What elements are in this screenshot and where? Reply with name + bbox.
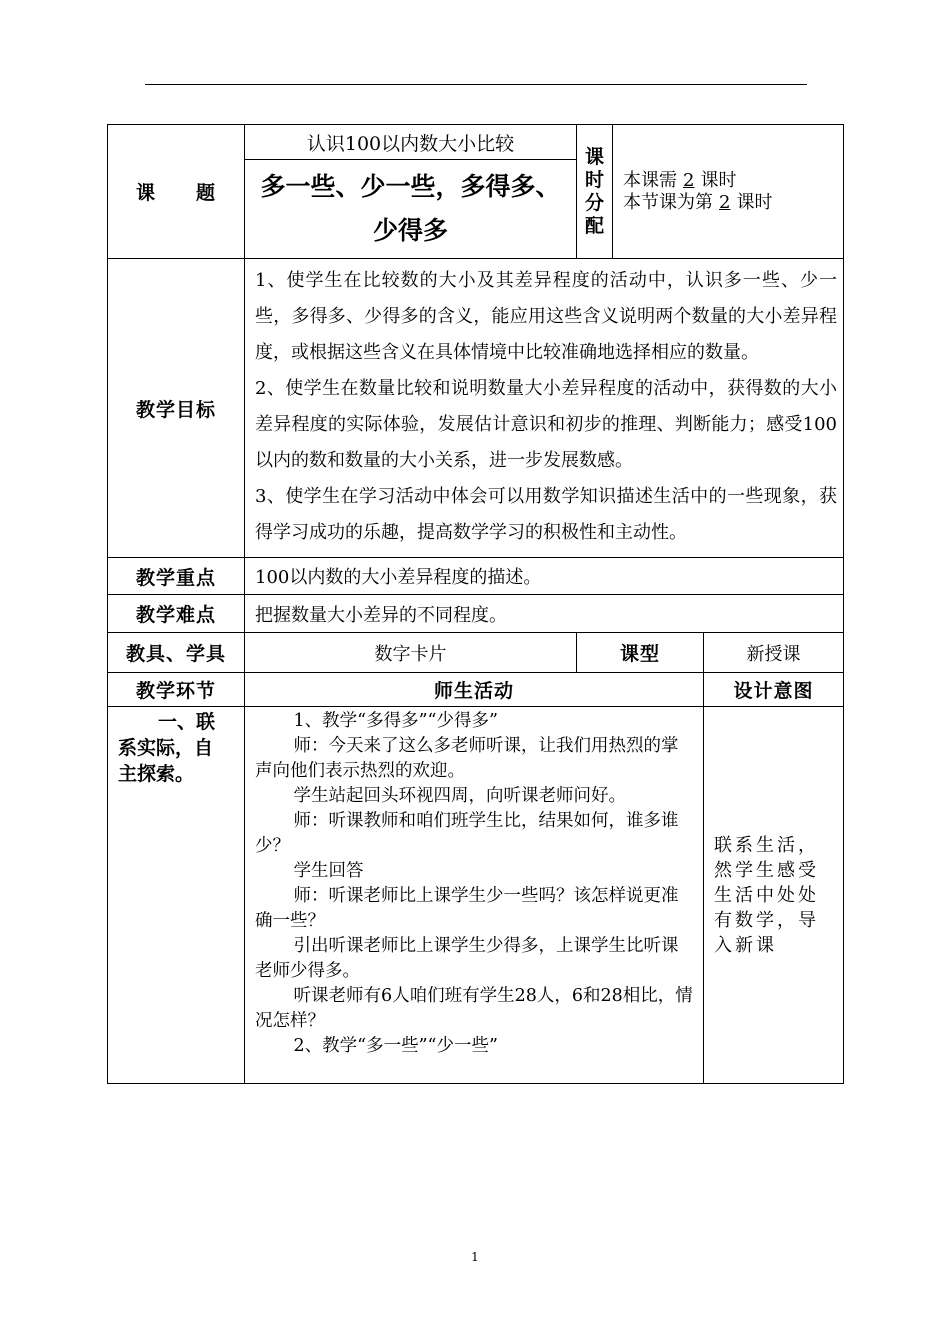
topic-subtitle: 认识100以内数大小比较 xyxy=(245,125,577,160)
current-period-value: 2 xyxy=(719,191,731,213)
current-period: 本节课为第 2 课时 xyxy=(623,191,773,213)
section-row xyxy=(108,707,844,1084)
lesson-plan-table xyxy=(107,124,844,1084)
key-point-row xyxy=(108,558,844,595)
difficulty-row xyxy=(108,595,844,633)
key-point-text: 100以内数的大小差异程度的描述。 xyxy=(245,558,844,595)
activity-text: 1、教学“多得多”“少得多” 师：今天来了这么多老师听课，让我们用热烈的掌声向他们表示热烈的欢迎。 学生站起回头环视四周，向听课老师问好。 师：听课教师和咱们班学生比，结果如何，谁多谁少？ 学生回答 师：听课老师比上课学生少一些吗？该怎样说更准确一些？ 引出听课老师比上课学生少得多，上课学生比听课老师少得多。 听课老师有6人咱们班有学生28人，6和28相比，情况怎样？ 2、教学“多一些”“少一些” xyxy=(245,707,704,1084)
period-allocation xyxy=(613,125,844,259)
stage-header: 教学环节 xyxy=(108,673,245,707)
lesson-type-label: 课型 xyxy=(577,633,704,673)
header-rule xyxy=(145,84,807,85)
goals-text xyxy=(245,259,844,558)
intent-header: 设计意图 xyxy=(704,673,844,707)
page-number: 1 xyxy=(471,1250,479,1264)
section-header-row xyxy=(108,673,844,707)
lesson-type-value: 新授课 xyxy=(704,633,844,673)
goals-row xyxy=(108,259,844,558)
stage-name: 一、联 系实际，自 主探索。 xyxy=(108,707,245,1084)
period-allocation-label: 课 时 分 配 xyxy=(577,125,613,259)
design-intent-text: 联系生活，然学生感受生活中处处有数学，导入新课 xyxy=(704,707,844,1084)
topic-row xyxy=(108,125,844,160)
topic-label: 课 题 xyxy=(108,125,245,259)
tools-label: 教具、学具 xyxy=(108,633,245,673)
key-point-label: 教学重点 xyxy=(108,558,245,595)
difficulty-label: 教学难点 xyxy=(108,595,245,633)
goal-item: 2、使学生在数量比较和说明数量大小差异程度的活动中，获得数的大小差异程度的实际体验，发展估计意识和初步的推理、判断能力；感受100以内的数和数量的大小关系，进一步发展数感。 xyxy=(255,378,838,471)
goals-label: 教学目标 xyxy=(108,259,245,558)
tools-row xyxy=(108,633,844,673)
tools-value: 数字卡片 xyxy=(245,633,577,673)
periods-required-value: 2 xyxy=(683,169,695,191)
goal-item: 1、使学生在比较数的大小及其差异程度的活动中，认识多一些、少一些，多得多、少得多的含义，能应用这些含义说明两个数量的大小差异程度，或根据这些含义在具体情境中比较准确地选择相应的数量。 xyxy=(255,270,838,363)
goal-item: 3、使学生在学习活动中体会可以用数学知识描述生活中的一些现象，获得学习成功的乐趣，提高数学学习的积极性和主动性。 xyxy=(255,486,838,543)
lesson-title: 多一些、少一些，多得多、 少得多 xyxy=(245,160,577,259)
periods-required: 本课需 2 课时 xyxy=(623,169,737,191)
activity-header: 师生活动 xyxy=(245,673,704,707)
difficulty-text: 把握数量大小差异的不同程度。 xyxy=(245,595,844,633)
